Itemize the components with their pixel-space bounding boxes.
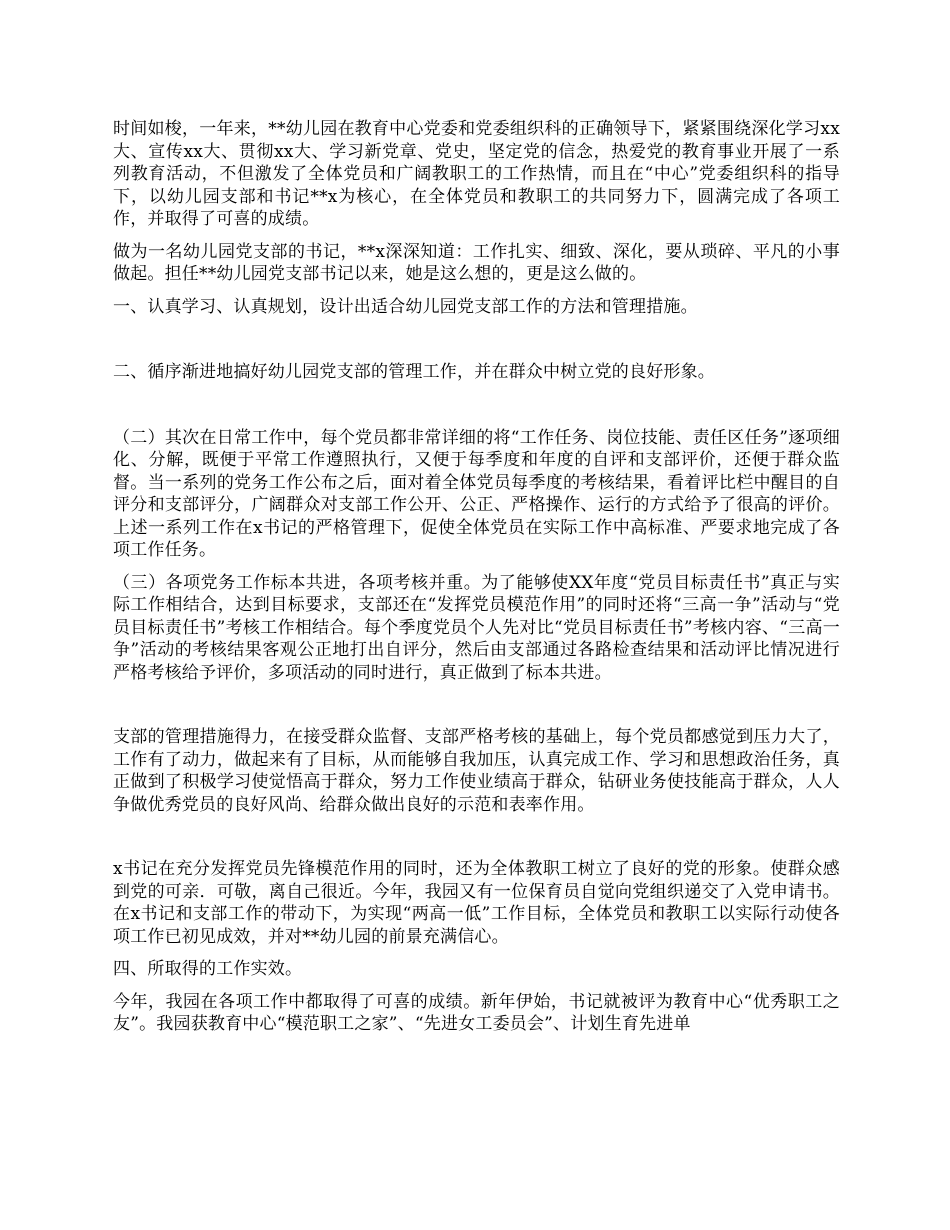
paragraph-secretary: 做为一名幼儿园党支部的书记，**x深深知道：工作扎实、细致、深化，要从琐碎、平凡的小事做起。担任**幼儿园党支部书记以来，她是这么想的，更是这么做的。: [113, 241, 840, 284]
section-heading-one: 一、认真学习、认真规划，设计出适合幼儿园党支部工作的方法和管理措施。: [113, 296, 698, 317]
document-page: [113, 118, 840, 1036]
paragraph-gap: [113, 816, 840, 858]
paragraph-management: 支部的管理措施得力，在接受群众监督、支部严格考核的基础上，每个党员都感觉到压力大了，工作有了动力，做起来有了目标，从而能够自我加压，认真完成工作、学习和思想政治任务，真正做到了积极学习使觉悟高于群众，努力工作使业绩高于群众，钻研业务使技能高于群众，人人争做优秀党员的良好风尚、给群众做出良好的示范和表率作用。: [113, 727, 840, 815]
paragraph-gap: [113, 684, 840, 726]
paragraph-gap: [113, 286, 840, 296]
paragraph-gap: [113, 562, 840, 572]
section-heading-two: 二、循序渐进地搞好幼儿园党支部的管理工作，并在群众中树立党的良好形象。: [113, 362, 715, 382]
paragraph-gap: [113, 384, 840, 427]
section-heading-four: 四、所取得的工作实效。: [113, 959, 303, 979]
paragraph-item-three: （三）各项党务工作标本共进，各项考核并重。为了能够使XX年度“党员目标责任书”真正与实际工作相结合，达到目标要求，支部还在“发挥党员模范作用”的同时还将“三高一争”活动与“党员目标责任书”考核工作相结合。每个季度党员个人先对比“党员目标责任书”考核内容、“三高一争”活动的考核结果客观公正地打出自评分，然后由支部通过各路检查结果和活动评比情况进行严格考核给予评价，多项活动的同时进行，真正做到了标本共进。: [113, 572, 840, 683]
paragraph-image: x书记在充分发挥党员先锋模范作用的同时，还为全体教职工树立了良好的党的形象。使群众感到党的可亲．可敬，离自己很近。今年，我园又有一位保育员自觉向党组织递交了入党申请书。在x书记和支部工作的带动下，为实现“两高一低”工作目标，全体党员和教职工以实际行动使各项工作已初见成效，并对**幼儿园的前景充满信心。: [113, 859, 840, 947]
paragraph-intro: 时间如梭，一年来，**幼儿园在教育中心党委和党委组织科的正确领导下，紧紧围绕深化学习xx大、宣传xx大、贯彻xx大、学习新党章、党史，坚定党的信念，热爱党的教育事业开展了一系列教育活动，不但激发了全体党员和广阔教职工的工作热情，而且在“中心”党委组织科的指导下，以幼儿园支部和书记**x为核心，在全体党员和教职工的共同努力下，圆满完成了各项工作，并取得了可喜的成绩。: [113, 119, 840, 229]
paragraph-gap: [113, 318, 840, 361]
paragraph-gap: [113, 948, 840, 958]
paragraph-gap: [113, 231, 840, 241]
paragraph-results: 今年，我园在各项工作中都取得了可喜的成绩。新年伊始，书记就被评为教育中心“优秀职工之友”。我园获教育中心“模范职工之家”、“先进女工委员会”、计划生育先进单: [113, 991, 840, 1034]
paragraph-item-two: （二）其次在日常工作中，每个党员都非常详细的将“工作任务、岗位技能、责任区任务”逐项细化、分解，既便于平常工作遵照执行，又便于每季度和年度的自评和支部评价，还便于群众监督。当一系列的党务工作公布之后，面对着全体党员每季度的考核结果，看着评比栏中醒目的自评分和支部评分，广阔群众对支部工作公开、公正、严格操作、运行的方式给予了很高的评价。上述一系列工作在x书记的严格管理下，促使全体党员在实际工作中高标准、严要求地完成了各项工作任务。: [113, 427, 840, 560]
paragraph-gap: [113, 981, 840, 991]
